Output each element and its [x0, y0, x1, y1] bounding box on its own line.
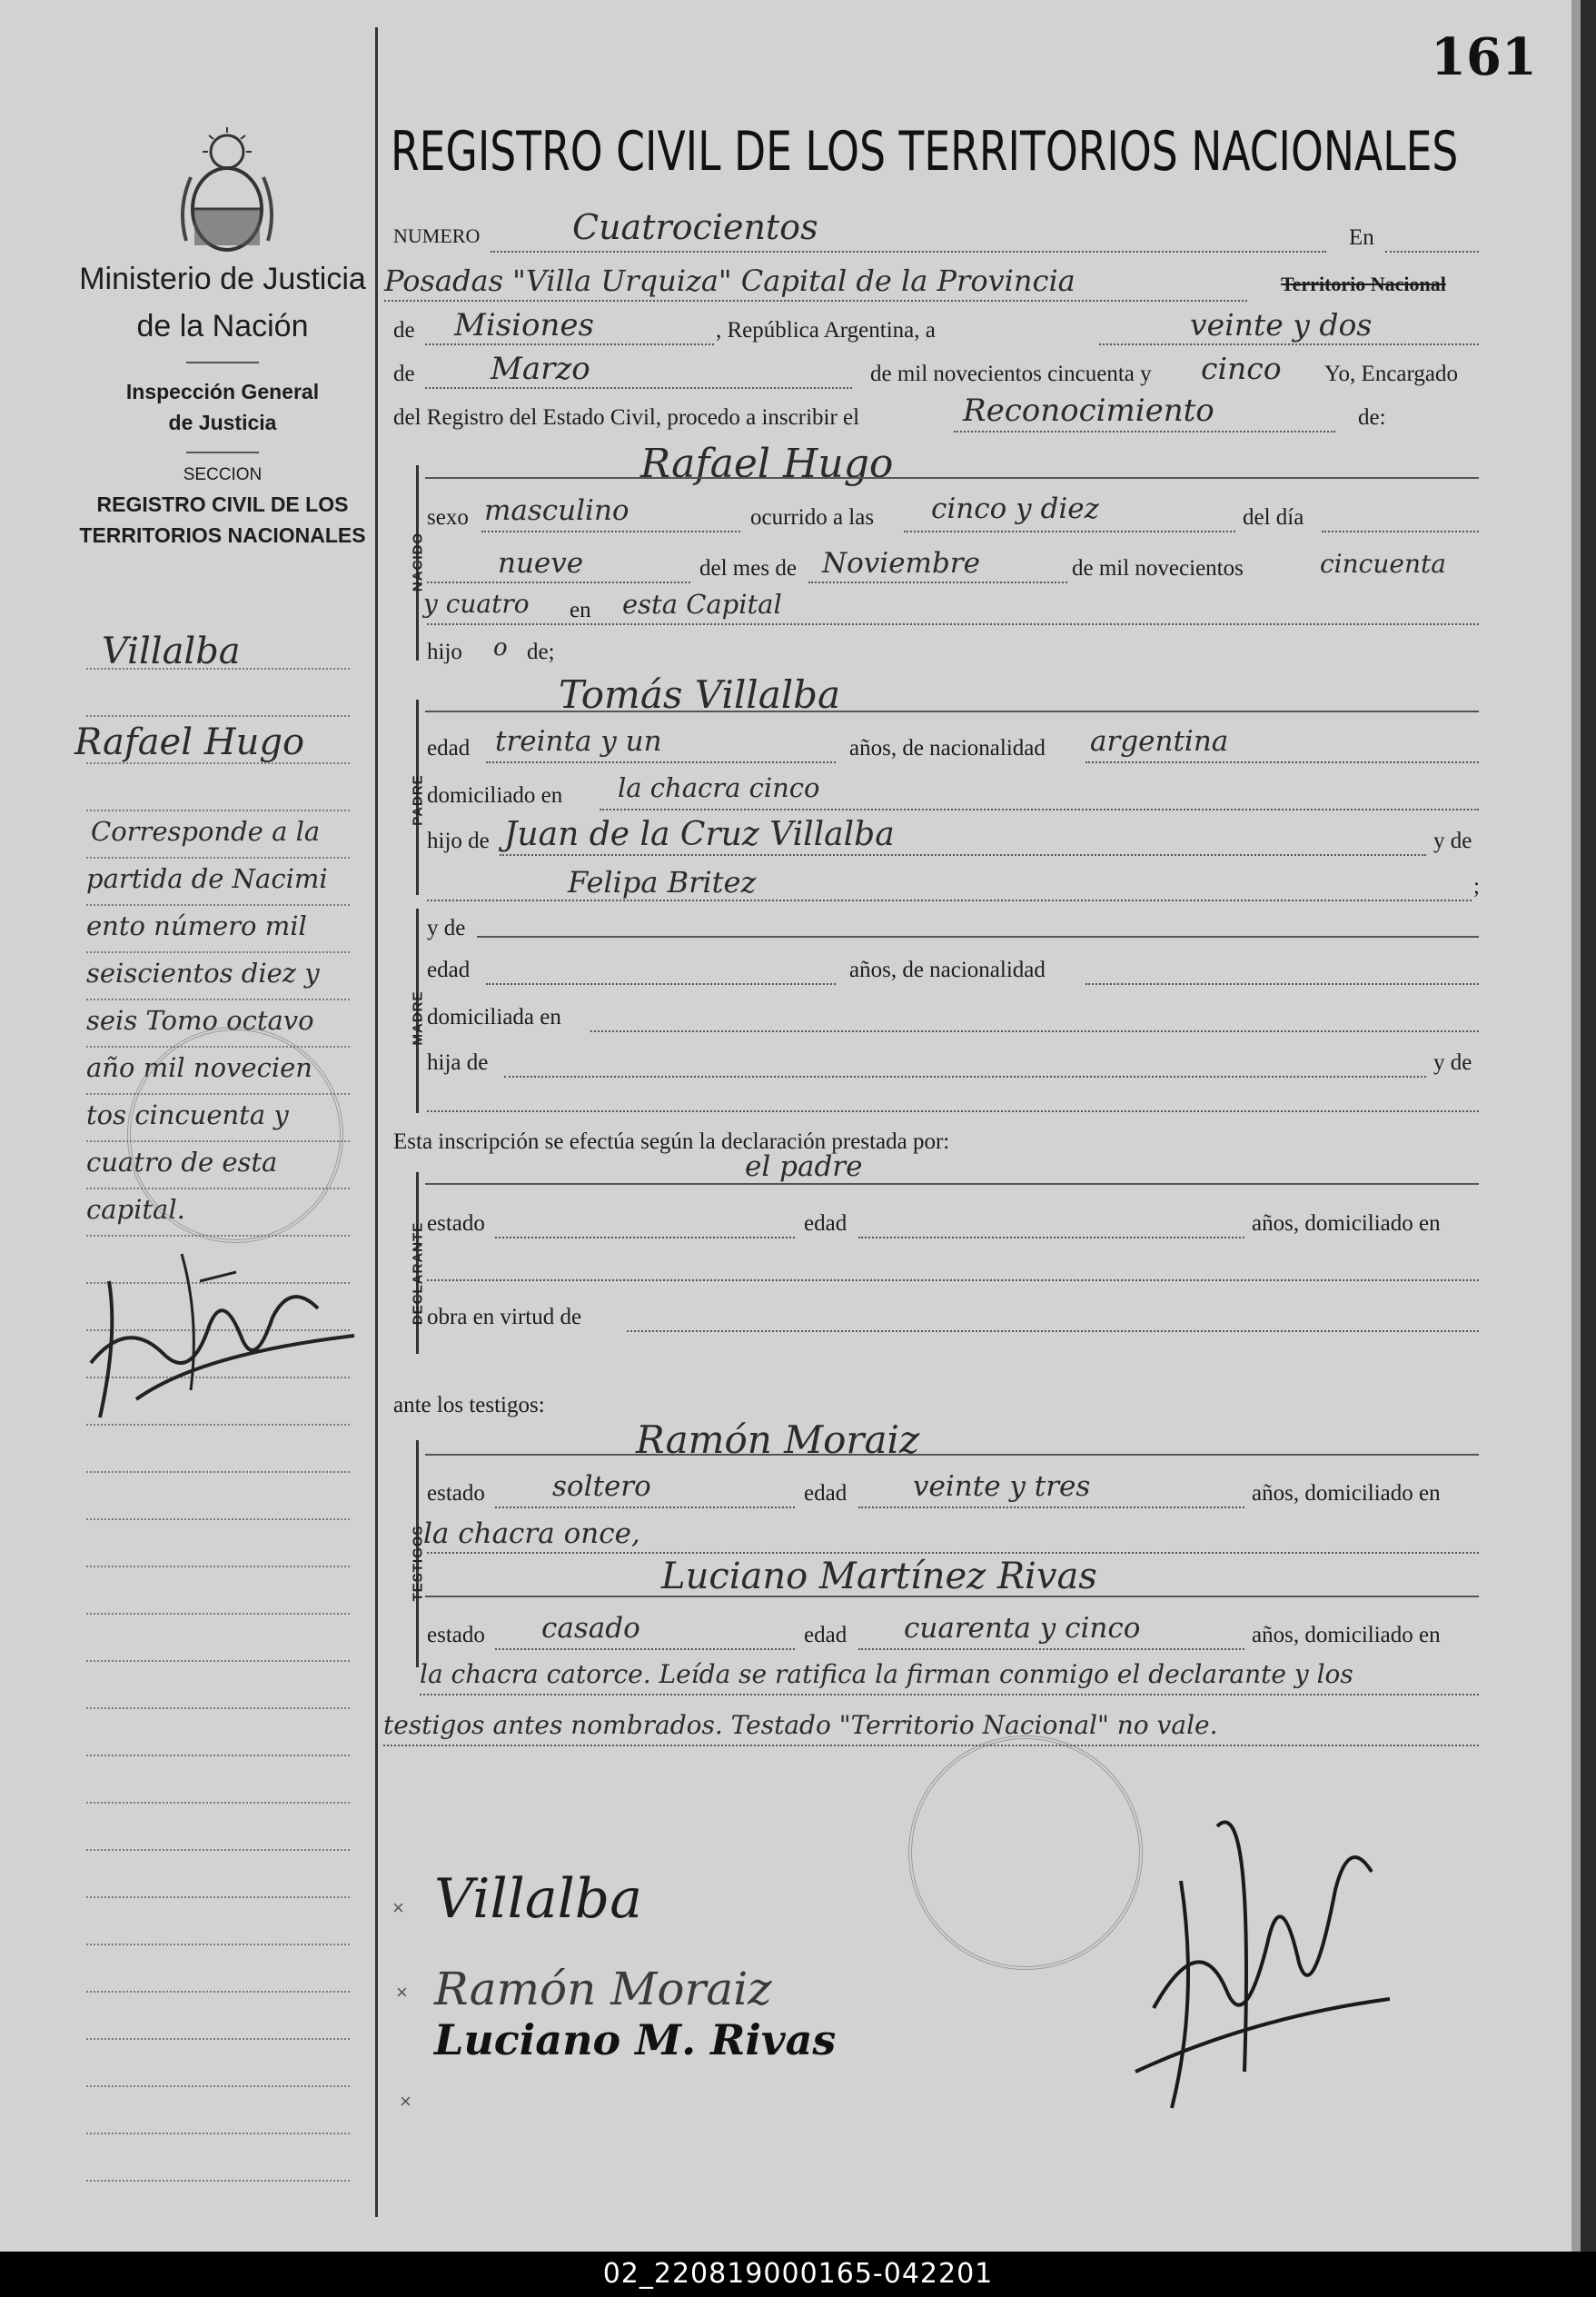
signature-moraiz: Ramón Moraiz	[434, 1963, 772, 2015]
section-rule	[425, 1454, 1479, 1456]
de2-label: de	[393, 362, 415, 386]
underline	[427, 1279, 1479, 1281]
declarante-estado-label: estado	[427, 1211, 485, 1236]
margin-rule	[86, 1991, 350, 1993]
witness1-domicilio-label: años, domiciliado en	[1252, 1481, 1441, 1506]
witness2-edad-value: cuarenta y cinco	[904, 1612, 1141, 1645]
section-label-padre: PADRE	[410, 774, 426, 826]
padre-domicilio-label: domiciliado en	[427, 783, 563, 808]
margin-rule	[86, 999, 350, 1000]
underline	[486, 761, 836, 763]
margin-rule	[86, 2038, 350, 2040]
page-number: 161	[1431, 27, 1537, 87]
section-rule	[425, 477, 1479, 479]
image-id-footer: 02_220819000165-042201	[0, 2252, 1596, 2297]
en-label: En	[1349, 225, 1374, 250]
hour-value: cinco y diez	[931, 492, 1099, 525]
margin-rule	[86, 1613, 350, 1615]
section-rule	[477, 936, 1479, 938]
margin-rule	[86, 2180, 350, 2182]
madre-nacionalidad-label: años, de nacionalidad	[849, 958, 1046, 982]
padre-semicolon: ;	[1473, 874, 1480, 899]
day-value: veinte y dos	[1190, 307, 1373, 343]
hijo-suffix: o	[493, 634, 508, 661]
margin-note-line: año mil novecien	[86, 1052, 312, 1083]
section-label: SECCION	[183, 465, 263, 484]
underline	[427, 1110, 1479, 1112]
document-title: REGISTRO CIVIL DE LOS TERRITORIOS NACIONALES	[391, 120, 1459, 184]
margin-surname: Villalba	[102, 631, 241, 672]
numero-value: Cuatrocientos	[572, 207, 818, 247]
signature-villalba: Villalba	[434, 1867, 642, 1931]
madre-yde2-label: y de	[1433, 1050, 1472, 1075]
underline	[481, 531, 740, 532]
column-divider	[375, 27, 378, 2217]
sexo-label: sexo	[427, 505, 469, 530]
margin-rule	[86, 1707, 350, 1709]
margin-rule	[86, 857, 350, 859]
testigos-intro: ante los testigos:	[393, 1393, 545, 1417]
padre-nacionalidad-value: argentina	[1090, 725, 1229, 758]
hijo-label: hijo	[427, 640, 462, 664]
madre-hija-de-label: hija de	[427, 1050, 489, 1075]
madre-domicilio-label: domiciliada en	[427, 1005, 561, 1029]
margin-rule	[86, 1660, 350, 1662]
place-value: Posadas "Villa Urquiza" Capital de la Provincia	[384, 264, 1076, 298]
coat-of-arms-icon	[168, 123, 286, 259]
margin-note-line: tos cincuenta y	[86, 1099, 289, 1130]
margin-rule	[86, 1802, 350, 1804]
witness1-estado-label: estado	[427, 1481, 485, 1506]
official-seal	[908, 1735, 1143, 1970]
hijo-de-label: de;	[527, 640, 555, 664]
declarante-domicilio-label: años, domiciliado en	[1252, 1211, 1441, 1236]
underline	[425, 387, 852, 389]
section-rule	[425, 711, 1479, 712]
underline	[500, 854, 1426, 856]
margin-note-line: ento número mil	[86, 910, 307, 941]
padre-hijo-de-label: hijo de	[427, 829, 490, 853]
section-label-nacido: NACIDO	[410, 532, 426, 592]
signature-rivas: Luciano M. Rivas	[434, 2015, 837, 2064]
mes-label: del mes de	[699, 556, 797, 581]
underline	[1099, 343, 1479, 345]
year-value: cinco	[1201, 351, 1282, 386]
underline	[425, 343, 714, 345]
birth-month-value: Noviembre	[822, 547, 980, 580]
margin-rule	[86, 951, 350, 953]
section-name: REGISTRO CIVIL DE LOS	[96, 492, 349, 516]
margin-rule	[86, 1849, 350, 1851]
signature-mark: ×	[396, 1981, 408, 2004]
section-label-madre: MADRE	[410, 990, 426, 1046]
section-rule	[425, 1183, 1479, 1185]
margin-rule	[86, 715, 350, 717]
underline	[1085, 983, 1479, 985]
margin-rule	[86, 1471, 350, 1473]
nacido-name: Rafael Hugo	[640, 441, 894, 487]
closing-line-2: testigos antes nombrados. Testado "Territorio Nacional" no vale.	[383, 1710, 1218, 1740]
numero-label: NUMERO	[393, 224, 481, 247]
margin-rule	[86, 1755, 350, 1756]
birth-day-value: nueve	[498, 547, 584, 580]
margin-rule	[86, 1566, 350, 1567]
underline	[486, 983, 836, 985]
margin-rule	[86, 810, 350, 811]
underline	[495, 1648, 795, 1650]
margin-note-line: seis Tomo octavo	[86, 1005, 314, 1036]
witness2-name: Luciano Martínez Rivas	[661, 1556, 1097, 1597]
underline	[420, 1694, 1479, 1695]
procedo-text: del Registro del Estado Civil, procedo a inscribir el	[393, 405, 860, 430]
underline	[904, 531, 1235, 532]
divider	[186, 362, 259, 363]
underline	[627, 1330, 1479, 1332]
underline	[858, 1237, 1244, 1238]
official-seal-margin	[127, 1027, 343, 1243]
closing-line-1: la chacra catorce. Leída se ratifica la firman conmigo el declarante y los	[420, 1659, 1353, 1689]
witness2-estado-value: casado	[541, 1612, 640, 1645]
margin-rule	[86, 2085, 350, 2087]
underline	[1385, 251, 1479, 253]
inspection-name: Inspección General	[125, 380, 320, 403]
novecientos-label: de mil novecientos	[1072, 556, 1244, 581]
underline	[600, 809, 1479, 810]
underline	[427, 1552, 1479, 1554]
underline	[427, 623, 1479, 625]
underline	[495, 1237, 795, 1238]
month-value: Marzo	[491, 351, 590, 387]
declarante-edad-label: edad	[804, 1211, 848, 1236]
underline	[858, 1648, 1244, 1650]
del-dia-label: del día	[1243, 505, 1304, 530]
witness1-domicilio-value: la chacra once,	[423, 1517, 640, 1550]
margin-rule	[86, 2133, 350, 2134]
margin-rule	[86, 1944, 350, 1945]
obra-label: obra en virtud de	[427, 1305, 582, 1329]
ocurrido-label: ocurrido a las	[750, 505, 875, 530]
section-rule	[425, 1596, 1479, 1597]
grandfather-value: Juan de la Cruz Villalba	[504, 816, 895, 853]
underline	[808, 582, 1067, 583]
witness1-edad-value: veinte y tres	[913, 1470, 1091, 1503]
grandmother-value: Felipa Britez	[568, 865, 757, 900]
section-label-testigos: TESTIGOS	[410, 1525, 426, 1602]
witness2-estado-label: estado	[427, 1623, 485, 1647]
ministry-name: Ministerio de Justicia	[79, 262, 366, 296]
padre-edad-label: edad	[427, 736, 471, 761]
republica-text: , República Argentina, a	[716, 318, 936, 343]
birth-year-value: cincuenta	[1320, 549, 1446, 579]
section-label-declarante: DECLARANTE	[410, 1221, 426, 1326]
year-label: de mil novecientos cincuenta y	[870, 362, 1152, 386]
margin-rule	[86, 904, 350, 906]
declarante-intro: Esta inscripción se efectúa según la declaración prestada por:	[393, 1129, 950, 1154]
padre-nacionalidad-label: años, de nacionalidad	[849, 736, 1046, 761]
underline	[1085, 761, 1479, 763]
underline	[427, 900, 1472, 901]
registrar-signature-icon	[1117, 1772, 1390, 2117]
underline	[384, 300, 1247, 302]
underline	[504, 1076, 1426, 1078]
section-name-2: TERRITORIOS NACIONALES	[79, 523, 366, 547]
witness2-domicilio-label: años, domiciliado en	[1252, 1623, 1441, 1647]
padre-edad-value: treinta y un	[495, 725, 662, 758]
de-label: de	[393, 318, 415, 343]
underline	[954, 431, 1335, 433]
divider	[186, 452, 259, 453]
madre-yde-label: y de	[427, 916, 466, 940]
padre-name: Tomás Villalba	[559, 672, 841, 717]
padre-domicilio-value: la chacra cinco	[618, 772, 820, 803]
territorio-label: Territorio Nacional	[1281, 273, 1446, 295]
margin-rule	[86, 1518, 350, 1520]
witness1-name: Ramón Moraiz	[636, 1417, 920, 1462]
ministry-name-2: de la Nación	[136, 309, 309, 343]
witness1-estado-value: soltero	[552, 1470, 651, 1503]
margin-given-name: Rafael Hugo	[74, 721, 305, 763]
birth-year-value-2: y cuatro	[423, 589, 530, 619]
province-value: Misiones	[454, 307, 594, 343]
signature-mark: ×	[392, 1896, 404, 1919]
de3-label: de:	[1358, 405, 1386, 430]
margin-rule	[86, 1896, 350, 1898]
yo-label: Yo, Encargado	[1324, 362, 1458, 386]
witness2-edad-label: edad	[804, 1623, 848, 1647]
margin-signature-icon	[64, 1227, 372, 1436]
margin-note-line: seiscientos diez y	[86, 958, 320, 989]
witness1-edad-label: edad	[804, 1481, 848, 1506]
birth-place-value: esta Capital	[622, 589, 782, 620]
act-type-value: Reconocimiento	[963, 393, 1214, 429]
madre-edad-label: edad	[427, 958, 471, 982]
underline	[427, 582, 690, 583]
underline	[1322, 531, 1479, 532]
inspection-name-2: de Justicia	[168, 411, 277, 434]
signature-mark: ×	[400, 2090, 411, 2113]
margin-note-line: capital.	[86, 1194, 185, 1225]
declarante-who: el padre	[745, 1150, 863, 1183]
sexo-value: masculino	[484, 494, 629, 527]
underline	[491, 251, 1326, 253]
margin-note-line: Corresponde a la	[91, 816, 321, 847]
underline	[495, 1506, 795, 1508]
underline	[590, 1030, 1479, 1032]
margin-note-line: cuatro de esta	[86, 1147, 278, 1178]
underline	[383, 1745, 1479, 1746]
margin-note-line: partida de Nacimi	[86, 863, 328, 894]
underline	[858, 1506, 1244, 1508]
en-label: en	[570, 598, 591, 622]
padre-yde-label: y de	[1433, 829, 1472, 853]
